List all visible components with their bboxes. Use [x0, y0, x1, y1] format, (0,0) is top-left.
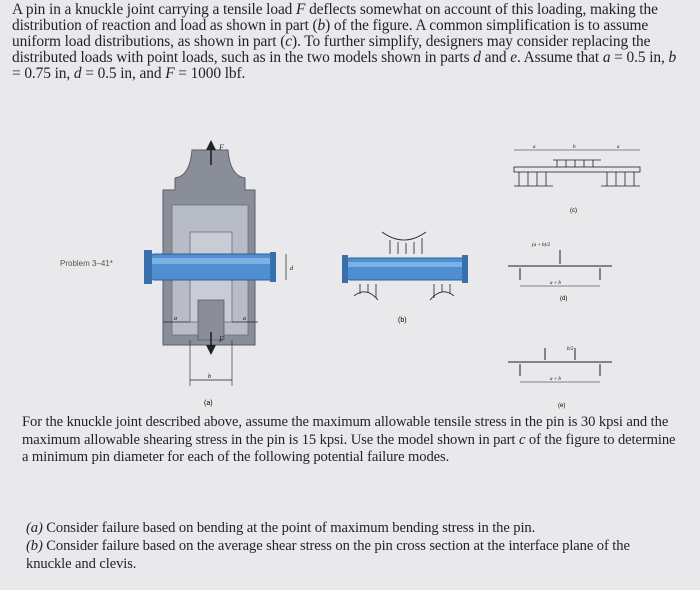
pin-b-head — [342, 255, 348, 283]
dim-label-a-right: a — [243, 316, 246, 322]
reaction-curve-left — [354, 292, 378, 300]
question-part-a — [26, 520, 656, 538]
label-part-e: (e) — [558, 403, 566, 409]
variable-symbol: e — [510, 49, 518, 66]
problem-number-label: Problem 3–41* — [60, 259, 113, 268]
dim-label-a-left: a — [174, 316, 177, 322]
text-run: and — [480, 49, 511, 66]
dim-label-d-span: a + b — [550, 281, 561, 286]
variable-symbol: F — [165, 65, 175, 82]
dim-label-c-b: b — [573, 145, 576, 150]
pin-highlight — [150, 258, 274, 264]
variable-symbol: a — [602, 49, 611, 66]
question-part-b — [26, 538, 666, 573]
text-run: = 0.5 in, and — [81, 65, 166, 82]
part-c-uniform-loads — [514, 145, 640, 214]
pin-collar — [270, 252, 276, 282]
variable-symbol: d — [73, 65, 82, 82]
arrow-head-up-icon — [206, 140, 216, 150]
variable-symbol: d — [473, 49, 481, 66]
part-a-marker: (a) — [26, 520, 43, 536]
text-run: = 1000 lbf. — [174, 65, 246, 82]
force-label-bottom: F — [219, 335, 224, 344]
question-statement — [22, 414, 682, 467]
label-part-a: (a) — [204, 400, 213, 407]
dim-label-b: b — [208, 374, 211, 380]
text-run: A pin in a knuckle joint carrying a tensile load — [12, 1, 297, 18]
part-b-pin-distributed — [342, 232, 468, 324]
knuckle-joint-figure — [0, 120, 700, 410]
text-run: = 0.5 in, — [610, 49, 669, 66]
force-label-top: F — [219, 143, 224, 152]
dim-label-e-span: a + b — [550, 377, 561, 382]
part-b-marker: (b) — [26, 538, 43, 554]
variable-symbol: b — [317, 17, 326, 34]
dim-label-e-half: b/2 — [567, 347, 574, 352]
dim-label-c-a-right: a — [617, 145, 620, 150]
pin-head — [144, 250, 152, 284]
pin-b — [346, 258, 466, 280]
text-run: ). To further simplify, designers may consider replacing the distributed loads with point loads, such as in the two models shown in parts — [12, 33, 651, 66]
pin-b-end — [462, 255, 468, 283]
pin-b-highlight — [346, 262, 466, 267]
text-run: . Assume that — [517, 49, 603, 66]
text-run: of the figure to determine a minimum pin diameter for each of the following potential failure modes. — [22, 431, 676, 465]
variable-symbol: c — [518, 431, 526, 448]
part-d-point-loads — [508, 243, 612, 302]
text-run: For the knuckle joint described above, assume the maximum allowable tensile stress in the pin is 30 kpsi and the maximum allowable shearing stress in the pin is 15 kpsi. Use the model shown in part — [22, 414, 669, 448]
problem-statement-intro — [12, 2, 688, 82]
variable-symbol: c — [285, 33, 292, 50]
part-e-point-loads — [508, 347, 612, 409]
variable-symbol: b — [668, 49, 677, 66]
arrow-head-down-icon — [206, 345, 216, 355]
text-run: = 0.75 in, — [12, 65, 74, 82]
label-part-b: (b) — [398, 317, 407, 324]
text-run: ) of the figure. A common simplification is to assume uniform load distributions, as shown in part ( — [12, 17, 649, 50]
label-part-d: (d) — [560, 296, 568, 302]
part-a-text: Consider failure based on bending at the point of maximum bending stress in the pin. — [42, 520, 536, 536]
dim-label-d: d — [290, 266, 293, 272]
label-part-c: (c) — [570, 208, 577, 214]
pin — [150, 254, 274, 280]
variable-symbol: F — [296, 1, 306, 18]
text-run: deflects somewhat on account of this loading, making the distribution of reaction and load as shown in part ( — [12, 1, 658, 34]
load-curve-top — [382, 232, 426, 240]
dim-label-c-a-left: a — [533, 145, 536, 150]
part-a-knuckle-joint — [144, 140, 294, 407]
part-b-text: Consider failure based on the average shear stress on the pin cross section at the interface plane of the knuckle and clevis. — [26, 538, 630, 572]
beam-c — [514, 167, 640, 172]
dim-label-d-half: (a + b)/2 — [532, 243, 551, 248]
